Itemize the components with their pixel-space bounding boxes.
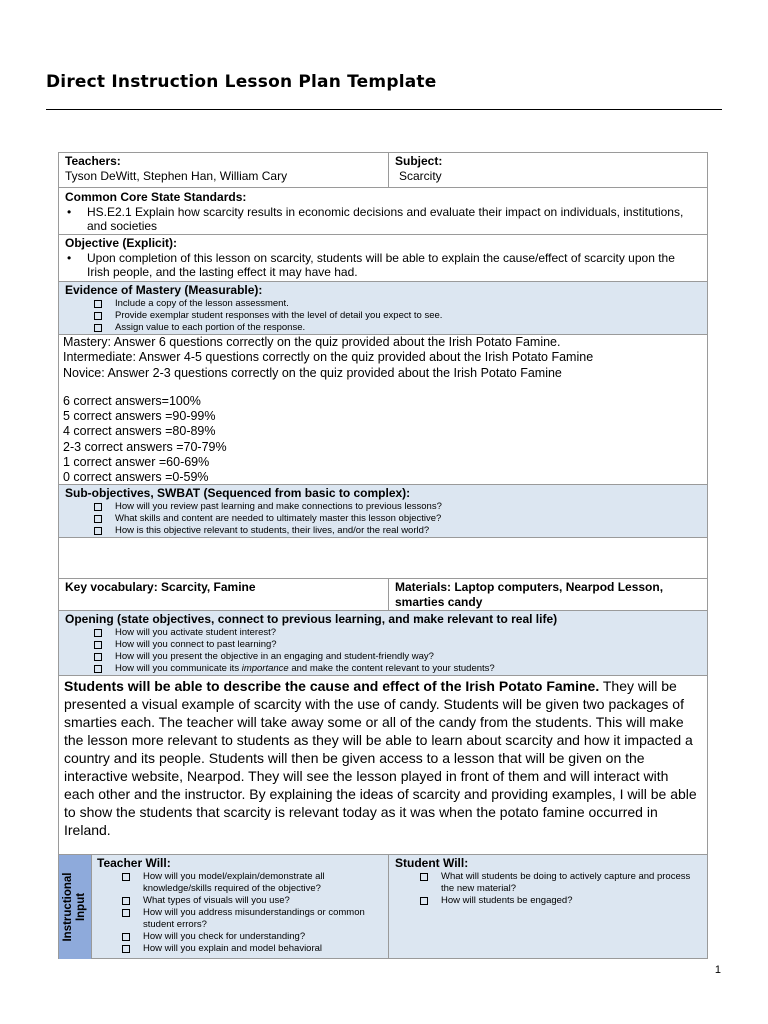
checklist-item: How will you connect to past learning? (115, 639, 701, 651)
subobjectives-body-row (58, 537, 708, 579)
opening-body-row (58, 675, 708, 855)
teachers-cell (65, 154, 385, 187)
checklist-item: How will students be engaged? (441, 895, 695, 907)
standards-label: Common Core State Standards: (65, 190, 247, 204)
grade-line: 2-3 correct answers =70-79% (63, 439, 227, 454)
title-rule (46, 109, 722, 110)
checklist-item: How will you explain and model behavioral (143, 943, 378, 955)
grade-line: 4 correct answers =80-89% (63, 424, 216, 439)
vocabulary-cell: Key vocabulary: Scarcity, Famine (65, 580, 256, 594)
standards-row (58, 187, 708, 235)
grade-line: 0 correct answers =0-59% (63, 470, 209, 485)
teacher-will-cell (92, 855, 388, 958)
materials-cell: Materials: Laptop computers, Nearpod Lesson, smarties candy (395, 580, 664, 609)
mastery-header-row (58, 281, 708, 335)
objective-row (58, 234, 708, 282)
mastery-body-row (58, 334, 708, 485)
grade-line: 6 correct answers=100% (63, 393, 201, 408)
checklist-item: How is this objective relevant to students, their lives, and/or the real world? (115, 525, 701, 537)
checklist-item: Include a copy of the lesson assessment. (115, 298, 701, 310)
subject-cell (395, 154, 695, 187)
opening-checklist (65, 627, 701, 675)
narrative-bold: Students will be able to describe the cause and effect of the Irish Potato Famine. (64, 678, 600, 694)
checklist-item: How will you present the objective in an engaging and student-friendly way? (115, 651, 701, 663)
instructional-input-row (58, 854, 708, 959)
grade-line: 1 correct answer =60-69% (63, 455, 210, 470)
checklist-item: Provide exemplar student responses with the level of detail you expect to see. (115, 310, 701, 322)
page-number: 1 (714, 964, 721, 976)
subobjectives-checklist (65, 501, 701, 537)
teacher-will-checklist (92, 871, 388, 955)
checklist-item: What types of visuals will you use? (143, 895, 378, 907)
subject-label: Subject: (395, 154, 443, 168)
objective-list (65, 251, 693, 280)
mastery-label: Evidence of Mastery (Measurable): (65, 283, 263, 297)
opening-label: Opening (state objectives, connect to previous learning, and make relevant to real life) (65, 612, 558, 626)
student-will-checklist (389, 871, 707, 907)
checklist-item: How will you model/explain/demonstrate all knowledge/skills required of the objective? (143, 871, 378, 895)
teacher-will-label: Teacher Will: (97, 856, 171, 870)
student-will-cell (389, 855, 707, 958)
checklist-item: How will you communicate its importance and make the content relevant to your students? (115, 663, 701, 675)
standards-list (65, 205, 697, 234)
teachers-value: Tyson DeWitt, Stephen Han, William Cary (65, 168, 288, 183)
checklist-item: How will you address misunderstandings or common student errors? (143, 907, 378, 931)
instructional-input-label: Instructional Input (59, 855, 91, 959)
checklist-item: What skills and content are needed to ultimately master this lesson objective? (115, 513, 701, 525)
subobjectives-header-row (58, 484, 708, 538)
vocabulary-materials-row (58, 578, 708, 611)
standard-item: • HS.E2.1 Explain how scarcity results in economic decisions and evaluate their impact on individuals, institutions, and societies (87, 205, 697, 234)
teachers-subject-row (58, 152, 708, 188)
page-title: Direct Instruction Lesson Plan Template (46, 72, 437, 92)
opening-header-row (58, 610, 708, 676)
teachers-label: Teachers: (65, 154, 121, 168)
mastery-level: Novice: Answer 2-3 questions correctly on the quiz provided about the Irish Potato Famine (63, 365, 562, 380)
mastery-level: Mastery: Answer 6 questions correctly on the quiz provided about the Irish Potato Famine. (63, 335, 561, 349)
opening-narrative (64, 677, 702, 854)
mastery-checklist (65, 298, 701, 334)
objective-item: • Upon completion of this lesson on scarcity, students will be able to explain the cause/effect of scarcity upon the Irish people, and the lasting effect it may have had. (87, 251, 693, 280)
checklist-item: How will you review past learning and make connections to previous lessons? (115, 501, 701, 513)
narrative-text: They will be presented a visual example of scarcity with the use of candy. Students will be given two packages of smarties each. The teacher will take away some or all of the candy from the students. This will make the lesson more relevant to students as they will be able to learn about scarcity and how it impacted a country and its people. Students will then be given access to a lesson that will be given on the interactive website, Nearpod. They will see the lesson played in front of them and will interact with each other and the instructor. By explaining the ideas of scarcity and providing examples, I will be able to show the students that scarcity is relevant today as it was when the potato famine occurred in Ireland. (64, 678, 697, 838)
checklist-item: Assign value to each portion of the response. (115, 322, 701, 334)
grade-line: 5 correct answers =90-99% (63, 409, 216, 424)
mastery-level: Intermediate: Answer 4-5 questions correctly on the quiz provided about the Irish Potato Famine (63, 350, 594, 365)
checklist-item: How will you activate student interest? (115, 627, 701, 639)
student-will-label: Student Will: (395, 856, 469, 870)
subobjectives-label: Sub-objectives, SWBAT (Sequenced from basic to complex): (65, 486, 411, 500)
objective-label: Objective (Explicit): (65, 236, 178, 250)
checklist-item: What will students be doing to actively capture and process the new material? (441, 871, 695, 895)
subject-value: Scarcity (399, 168, 442, 183)
checklist-item: How will you check for understanding? (143, 931, 378, 943)
